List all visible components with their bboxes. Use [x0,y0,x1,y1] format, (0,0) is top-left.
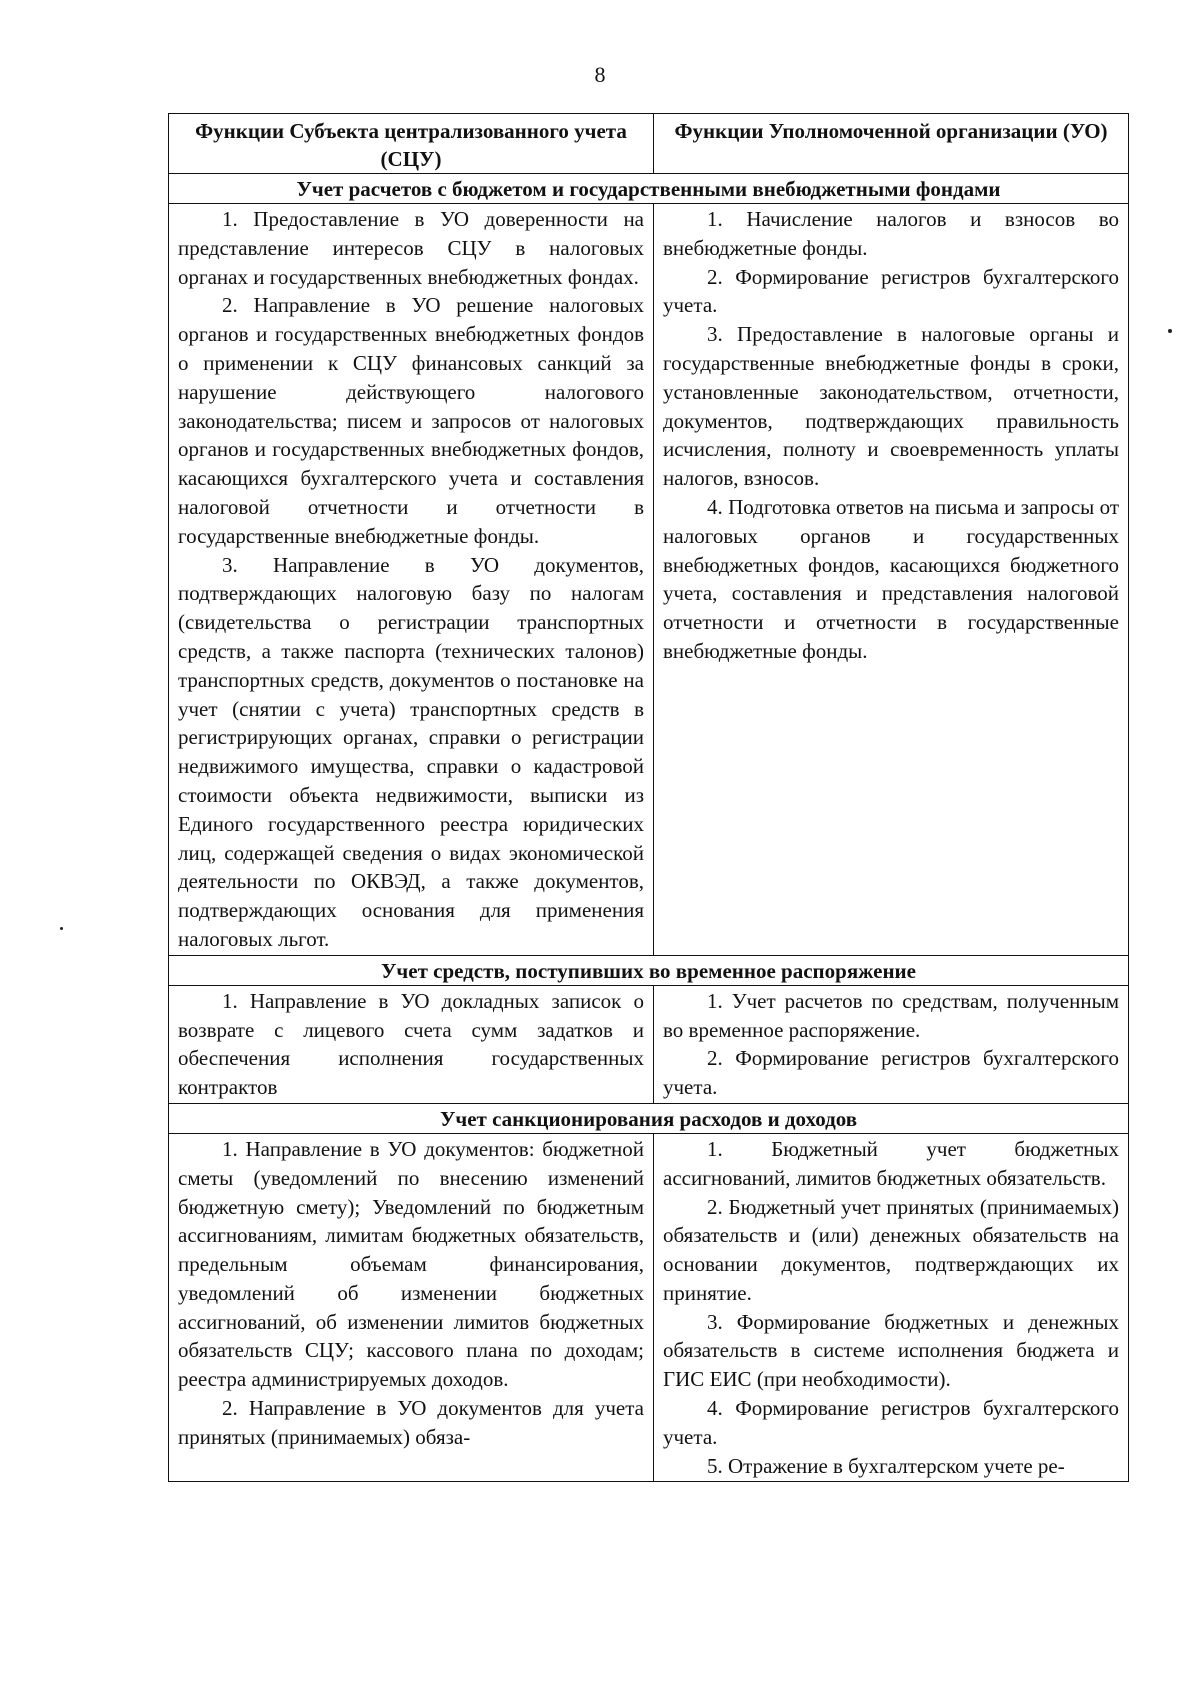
table-row [169,985,1129,1103]
table-row [169,204,1129,956]
list-item: 2. Формирование регистров бухгалтерского учета. [663,264,1119,318]
scan-speck [60,927,63,930]
section-title-row [169,955,1129,985]
list-item: 1. Учет расчетов по средствам, полученным во временное распоряжение. [663,988,1119,1042]
list-item: 4. Подготовка ответов на письма и запросы от налоговых органов и государственных внебюджетных фондов, касающихся бюджетного учета, составления и представления налоговой отчетности и отчетности в государственные внебюджетные фонды. [663,494,1119,663]
section-title-budget-settlements: Учет расчетов с бюджетом и государственными внебюджетными фондами [169,174,1129,204]
list-item: 1. Бюджетный учет бюджетных ассигнований, лимитов бюджетных обязательств. [663,1136,1119,1190]
functions-table [168,113,1129,1482]
uo-cell-expense-authorization [654,1133,1129,1482]
scu-cell-temporary-funds [169,985,654,1103]
list-item: 3. Формирование бюджетных и денежных обязательств в системе исполнения бюджета и ГИС ЕИС (при необходимости). [663,1309,1119,1392]
header-scu-functions: Функции Субъекта централизованного учета (СЦУ) [169,114,654,174]
list-item: 3. Предоставление в налоговые органы и государственные внебюджетные фонды в сроки, установленные законодательством, отчетности, документов, подтверждающих правильность исчисления, полноту и своевременность уплаты налогов, взносов. [663,322,1119,491]
section-title-row [169,174,1129,204]
table-row [169,1133,1129,1482]
list-item: 2. Формирование регистров бухгалтерского учета. [663,1046,1119,1100]
scan-speck [1168,329,1172,333]
section-title-temporary-funds: Учет средств, поступивших во временное распоряжение [169,955,1129,985]
table-header-row [169,114,1129,174]
uo-cell-temporary-funds [654,985,1129,1103]
list-item: 1. Начисление налогов и взносов во внебюджетные фонды. [663,207,1119,260]
scu-cell-budget-settlements [169,204,654,956]
list-item: 2. Направление в УО документов для учета принятых (принимаемых) обяза- [178,1396,644,1449]
page-number: 8 [594,62,606,87]
section-title-row [169,1103,1129,1133]
list-item: 1. Направление в УО документов: бюджетной сметы (уведомлений по внесению изменений бюджетную смету); Уведомлений по бюджетным ассигнованиям, лимитам бюджетных обязательств, предельным объемам финансирования, уведомлений об изменении бюджетных ассигнований, об изменении лимитов бюджетных обязательств СЦУ; кассового плана по доходам; реестра администрируемых доходов. [178,1136,644,1392]
list-item: 3. Направление в УО документов, подтверждающих налоговую базу по налогам (свидетельства о регистрации транспортных средств, а также паспорта (технических талонов) транспортных средств, документов о постановке на учет (снятии с учета) транспортных средств в регистрирующих органах, справки о регистрации недвижимого имущества, справки о кадастровой стоимости объекта недвижимости, выписки из Единого государственного реестра юридических лиц, содержащей сведения о видах экономической деятельности по ОКВЭД, а также документов, подтверждающих основания для применения налоговых льгот. [178,552,644,951]
section-title-expense-authorization: Учет санкционирования расходов и доходов [169,1103,1129,1133]
uo-cell-budget-settlements [654,204,1129,956]
list-item: 4. Формирование регистров бухгалтерского учета. [663,1396,1119,1449]
list-item: 1. Направление в УО докладных записок о возврате с лицевого счета сумм задатков и обеспечения исполнения государственных контрактов [178,988,644,1100]
list-item: 1. Предоставление в УО доверенности на представление интересов СЦУ в налоговых органах и государственных внебюджетных фондах. [178,207,644,289]
list-item: 2. Бюджетный учет принятых (принимаемых) обязательств и (или) денежных обязательств на основании документов, подтверждающих их принятие. [663,1194,1119,1305]
list-item: 5. Отражение в бухгалтерском учете ре- [707,1453,1065,1478]
scu-cell-expense-authorization [169,1133,654,1482]
header-uo-functions: Функции Уполномоченной организации (УО) [654,114,1129,174]
list-item: 2. Направление в УО решение налоговых органов и государственных внебюджетных фондов о применении к СЦУ финансовых санкций за нарушение действующего налогового законодательства; писем и запросов от налоговых органов и государственных внебюджетных фондов, касающихся бухгалтерского учета и составления налоговой отчетности и отчетности в государственные внебюджетные фонды. [178,293,644,548]
